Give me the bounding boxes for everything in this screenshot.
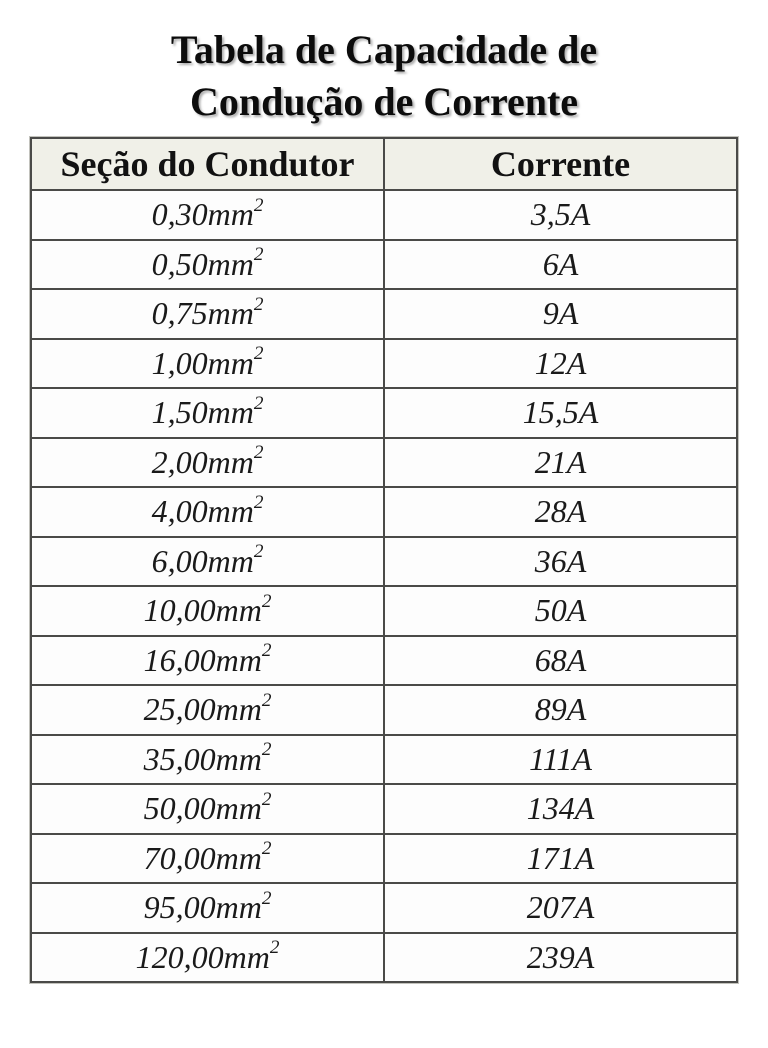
- section-value: 50,00mm: [143, 790, 262, 827]
- current-cell: 15,5A: [384, 388, 737, 438]
- section-value: 16,00mm: [143, 641, 262, 678]
- section-cell: [31, 784, 384, 834]
- section-exponent: 2: [253, 244, 264, 266]
- section-exponent: 2: [261, 640, 272, 662]
- current-cell: 12A: [384, 339, 737, 389]
- table-row: [31, 735, 737, 785]
- section-cell: [31, 289, 384, 339]
- table-row: [31, 586, 737, 636]
- section-cell: [31, 537, 384, 587]
- table-row: [31, 933, 737, 983]
- section-cell: [31, 438, 384, 488]
- current-cell: 3,5A: [384, 190, 737, 240]
- table-row: [31, 685, 737, 735]
- table-row: [31, 289, 737, 339]
- section-cell: [31, 487, 384, 537]
- section-cell: [31, 586, 384, 636]
- section-value: 10,00mm: [143, 592, 262, 629]
- current-cell: 134A: [384, 784, 737, 834]
- section-exponent: 2: [261, 739, 272, 761]
- section-value: 25,00mm: [143, 691, 262, 728]
- section-value: 0,30mm: [151, 196, 254, 233]
- section-cell: [31, 933, 384, 983]
- current-cell: 28A: [384, 487, 737, 537]
- table-row: [31, 190, 737, 240]
- section-exponent: 2: [253, 541, 264, 563]
- section-value: 0,50mm: [151, 245, 254, 282]
- section-exponent: 2: [261, 887, 272, 909]
- section-cell: [31, 339, 384, 389]
- section-exponent: 2: [261, 689, 272, 711]
- current-cell: 36A: [384, 537, 737, 587]
- section-cell: [31, 240, 384, 290]
- table-header: [31, 138, 737, 190]
- current-cell: 50A: [384, 586, 737, 636]
- current-cell: 68A: [384, 636, 737, 686]
- section-value: 0,75mm: [151, 295, 254, 332]
- table-row: [31, 537, 737, 587]
- column-header-current: Corrente: [384, 138, 737, 190]
- page-title-line-1: Tabela de Capacidade de: [170, 27, 598, 72]
- page-title: [0, 24, 768, 128]
- column-header-section: Seção do Condutor: [31, 138, 384, 190]
- table-row: [31, 487, 737, 537]
- section-exponent: 2: [261, 788, 272, 810]
- current-capacity-table: [30, 137, 738, 983]
- section-cell: [31, 388, 384, 438]
- current-cell: 207A: [384, 883, 737, 933]
- section-value: 6,00mm: [151, 542, 254, 579]
- section-exponent: 2: [269, 937, 280, 959]
- section-value: 1,50mm: [151, 394, 254, 431]
- section-value: 1,00mm: [151, 344, 254, 381]
- section-exponent: 2: [253, 343, 264, 365]
- section-exponent: 2: [253, 194, 264, 216]
- section-cell: [31, 190, 384, 240]
- section-exponent: 2: [261, 838, 272, 860]
- section-cell: [31, 834, 384, 884]
- current-cell: 111A: [384, 735, 737, 785]
- section-value: 120,00mm: [135, 938, 270, 975]
- section-value: 70,00mm: [143, 839, 262, 876]
- current-cell: 9A: [384, 289, 737, 339]
- current-cell: 239A: [384, 933, 737, 983]
- table-row: [31, 636, 737, 686]
- section-exponent: 2: [253, 392, 264, 414]
- section-cell: [31, 735, 384, 785]
- section-value: 2,00mm: [151, 443, 254, 480]
- section-exponent: 2: [253, 293, 264, 315]
- page-title-line-2: Condução de Corrente: [189, 79, 579, 124]
- section-cell: [31, 685, 384, 735]
- table-body: [31, 190, 737, 982]
- section-value: 4,00mm: [151, 493, 254, 530]
- section-cell: [31, 883, 384, 933]
- section-value: 95,00mm: [143, 889, 262, 926]
- table-row: [31, 388, 737, 438]
- table-row: [31, 339, 737, 389]
- current-cell: 21A: [384, 438, 737, 488]
- section-exponent: 2: [261, 590, 272, 612]
- table-row: [31, 834, 737, 884]
- table-row: [31, 784, 737, 834]
- section-cell: [31, 636, 384, 686]
- table-header-row: [31, 138, 737, 190]
- section-value: 35,00mm: [143, 740, 262, 777]
- current-cell: 171A: [384, 834, 737, 884]
- table-row: [31, 438, 737, 488]
- section-exponent: 2: [253, 442, 264, 464]
- current-cell: 89A: [384, 685, 737, 735]
- current-cell: 6A: [384, 240, 737, 290]
- table-row: [31, 240, 737, 290]
- section-exponent: 2: [253, 491, 264, 513]
- table-row: [31, 883, 737, 933]
